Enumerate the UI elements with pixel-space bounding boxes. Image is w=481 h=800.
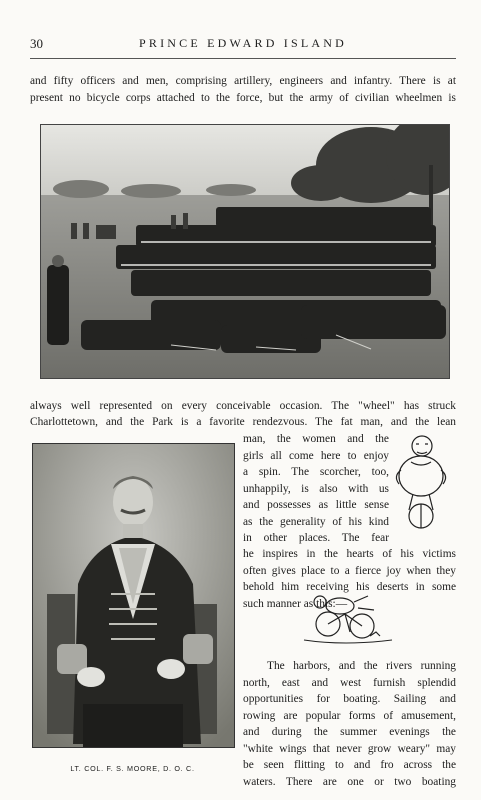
- portrait-caption: LT. COL. F. S. MOORE, D. O. C.: [70, 764, 195, 773]
- text-line: [30, 414, 456, 431]
- paragraph-1: [30, 73, 456, 106]
- text-line: unhappily, is also with us: [243, 482, 389, 495]
- text-line: present no bicycle corps attached to the force, but the army of civilian wheelmen is: [30, 91, 456, 104]
- text-line: he inspires in the hearts of his victims: [243, 548, 456, 560]
- group-photo: [40, 124, 450, 379]
- header-rule: [30, 58, 456, 59]
- paragraph-3: [243, 658, 456, 790]
- text-line: and possesses as little sense: [243, 499, 389, 511]
- text-line-content: Charlottetown, and the Park is a favorite rendezvous. The fat man, and the lean: [30, 416, 456, 428]
- text-line: girls all come here to enjoy: [243, 449, 389, 462]
- text-line: as the generality of his kind: [243, 515, 389, 528]
- fat-cyclist-sketch: [389, 432, 451, 530]
- text-line: such manner as this:—: [243, 597, 348, 610]
- text-line: rowing are popular forms of amusement,: [243, 709, 456, 722]
- narrow-text-column: [243, 431, 389, 547]
- text-line: often gives place to a fierce joy when they: [243, 564, 456, 577]
- text-line: waters. There are one or two boating: [243, 775, 456, 788]
- text-line: opportunities for boating. Sailing and: [243, 693, 456, 705]
- page-number: 30: [30, 36, 43, 51]
- text-line: always well represented on every conceivable occasion. The "wheel" has struck: [30, 400, 456, 412]
- running-title: PRINCE EDWARD ISLAND: [139, 36, 347, 50]
- text-line: and during the summer evenings the: [243, 726, 456, 738]
- page-header: [30, 36, 456, 52]
- group-photo-image: [41, 125, 449, 378]
- text-line: and fifty officers and men, comprising artillery, engineers and infantry. There is at: [30, 75, 456, 87]
- fat-cyclist-icon: [389, 432, 451, 530]
- text-line: The harbors, and the rivers running: [267, 660, 456, 672]
- fallen-cyclist-sketch: [300, 592, 396, 646]
- text-line: "white wings that never grow weary" may: [243, 742, 456, 755]
- text-line: a spin. The scorcher, too,: [243, 466, 389, 478]
- text-line: in other places. The fear: [243, 532, 389, 544]
- text-line: behold him receiving his deserts in some: [243, 581, 456, 593]
- officer-portrait-image: [33, 444, 234, 747]
- officer-portrait: [32, 443, 235, 748]
- text-line: man, the women and the: [243, 433, 389, 445]
- text-line: north, east and west furnish splendid: [243, 676, 456, 689]
- text-line: be seen flitting to and fro across the: [243, 759, 456, 771]
- fallen-cyclist-icon: [300, 592, 396, 646]
